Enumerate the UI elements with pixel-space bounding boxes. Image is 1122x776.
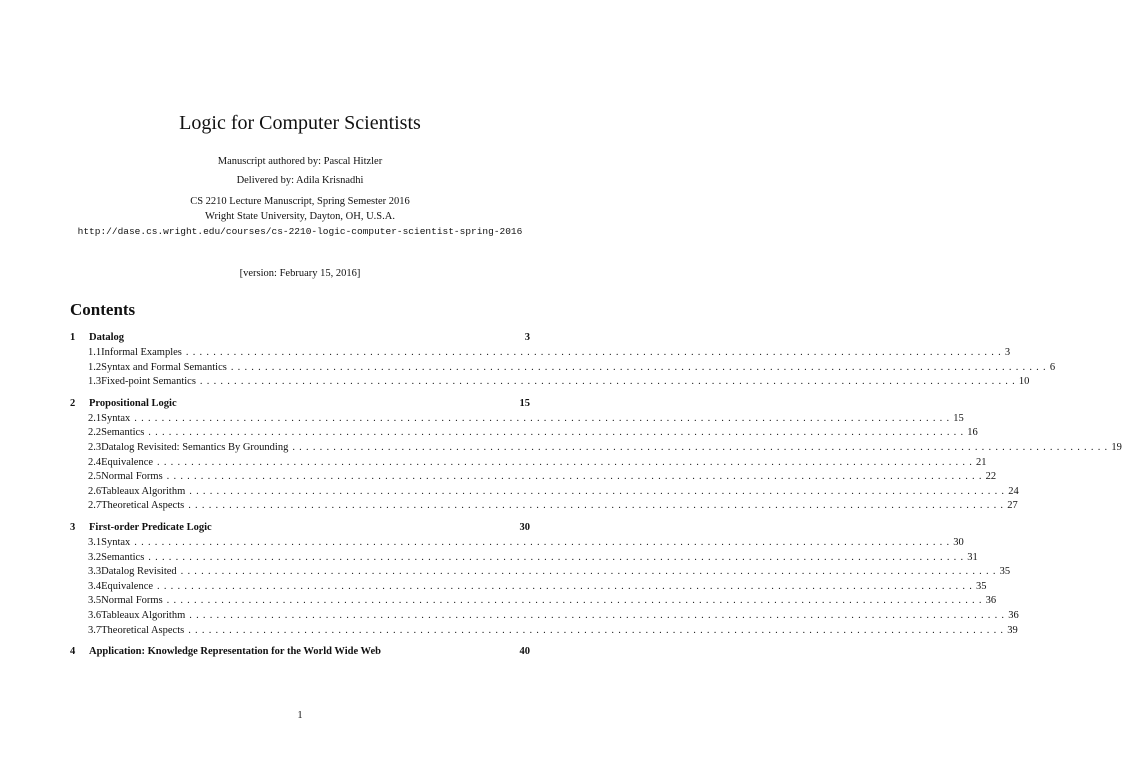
toc-section[interactable] (70, 536, 964, 552)
toc-section[interactable] (70, 580, 987, 596)
dot-leader: ........................................................................................................................ (180, 566, 1000, 578)
section-number: 2.3 (88, 441, 102, 453)
section-title: Tableaux Algorithm (101, 485, 186, 497)
section-title: Theoretical Aspects (101, 500, 185, 512)
toc-section[interactable] (70, 471, 997, 486)
section-title: Syntax and Formal Semantics (101, 361, 227, 373)
section-title: Datalog Revisited: Semantics By Grounding (101, 441, 289, 453)
section-number: 2.7 (88, 500, 102, 512)
section-title: Syntax (101, 536, 131, 548)
section-page: 24 (1008, 485, 1019, 497)
page-number: 1 (297, 710, 303, 721)
chapter-page: 15 (519, 397, 530, 409)
chapter-number: 1 (70, 332, 76, 343)
author-line: Manuscript authored by: Pascal Hitzler (217, 156, 383, 167)
section-number: 3.5 (88, 595, 102, 607)
section-number: 1.1 (88, 347, 102, 358)
section-title: Theoretical Aspects (101, 624, 185, 636)
dot-leader: ........................................................................................................................ (148, 427, 968, 439)
toc-section[interactable] (70, 566, 1011, 581)
toc-section[interactable] (70, 500, 1018, 515)
section-title: Equivalence (101, 580, 154, 592)
dot-leader: ........................................................................................................................ (189, 485, 1009, 497)
toc-section[interactable] (70, 485, 1019, 501)
section-page: 6 (1049, 361, 1056, 373)
section-title: Semantics (101, 551, 145, 563)
course-url[interactable]: http://dase.cs.wright.edu/courses/cs-2210-logic-computer-scientist-spring-2016 (77, 226, 523, 237)
section-number: 3.3 (88, 566, 102, 578)
dot-leader: ........................................................................................................................ (292, 441, 1112, 453)
section-number: 2.6 (88, 485, 102, 497)
chapter-title: Datalog (89, 332, 124, 343)
section-page: 39 (1007, 624, 1018, 636)
dot-leader: ........................................................................................................................ (188, 624, 1008, 636)
section-page: 31 (967, 551, 978, 563)
section-title: Equivalence (101, 456, 154, 468)
section-title: Tableaux Algorithm (101, 609, 186, 621)
document-title: Logic for Computer Scientists (179, 112, 421, 134)
dot-leader: ........................................................................................................................ (134, 412, 954, 424)
dot-leader: ........................................................................................................................ (199, 376, 1019, 388)
section-number: 2.5 (88, 471, 102, 483)
section-page: 3 (1004, 347, 1011, 358)
section-title: Syntax (101, 412, 131, 424)
dot-leader: ........................................................................................................................ (166, 471, 986, 483)
section-number: 2.1 (88, 412, 102, 424)
toc-section[interactable] (70, 624, 1018, 640)
dot-leader: ........................................................................................................................ (189, 609, 1009, 621)
section-number: 2.2 (88, 427, 102, 439)
section-number: 1.3 (88, 376, 102, 388)
toc-section[interactable] (70, 609, 1019, 625)
toc-section[interactable] (70, 456, 987, 472)
dot-leader: ........................................................................................................................ (157, 456, 977, 468)
section-page: 35 (976, 580, 987, 592)
dot-leader: ........................................................................................................................ (148, 551, 968, 563)
toc-section[interactable] (70, 412, 964, 428)
toc-section[interactable] (70, 441, 1122, 457)
toc-section[interactable] (70, 551, 978, 567)
chapter-page: 40 (519, 646, 530, 658)
chapter-title: First-order Predicate Logic (89, 521, 212, 533)
chapter-title: Propositional Logic (89, 397, 177, 409)
section-page: 30 (953, 536, 964, 548)
toc-chapter[interactable] (70, 398, 530, 413)
section-number: 1.2 (88, 361, 102, 373)
dot-leader: ........................................................................................................................ (230, 361, 1050, 373)
section-number: 3.7 (88, 624, 102, 636)
section-title: Normal Forms (101, 471, 163, 483)
dot-leader: ........................................................................................................................ (134, 536, 954, 548)
section-title: Datalog Revisited (101, 566, 177, 578)
dot-leader: ........................................................................................................................ (166, 595, 986, 607)
section-page: 36 (985, 595, 997, 607)
section-page: 35 (999, 566, 1011, 578)
toc-section[interactable] (70, 595, 997, 610)
section-number: 3.4 (88, 580, 102, 592)
section-number: 3.1 (88, 536, 102, 548)
chapter-number: 3 (70, 521, 76, 533)
version-line: [version: February 15, 2016] (239, 268, 361, 279)
section-page: 21 (976, 456, 987, 468)
delivered-line: Delivered by: Adila Krisnadhi (236, 175, 364, 186)
section-page: 27 (1007, 500, 1018, 512)
toc-chapter[interactable] (70, 332, 530, 347)
chapter-title: Application: Knowledge Representation for the World Wide Web (89, 646, 381, 658)
toc-chapter[interactable] (70, 646, 530, 661)
chapter-page: 3 (524, 332, 530, 343)
contents-heading: Contents (70, 300, 136, 319)
toc-section[interactable] (70, 376, 1030, 391)
dot-leader: ........................................................................................................................ (157, 580, 977, 592)
section-page: 10 (1018, 376, 1030, 388)
section-title: Fixed-point Semantics (101, 376, 196, 388)
section-title: Informal Examples (101, 347, 182, 358)
course-line: CS 2210 Lecture Manuscript, Spring Semester 2016 (190, 196, 410, 207)
toc-chapter[interactable] (70, 522, 530, 537)
chapter-number: 2 (70, 397, 76, 409)
chapter-number: 4 (70, 646, 76, 658)
section-number: 3.2 (88, 551, 102, 563)
university-line: Wright State University, Dayton, OH, U.S.A. (205, 211, 395, 222)
section-page: 15 (953, 412, 964, 424)
dot-leader: ........................................................................................................................ (188, 500, 1008, 512)
section-title: Normal Forms (101, 595, 163, 607)
section-page: 22 (985, 471, 997, 483)
section-number: 3.6 (88, 609, 102, 621)
section-page: 36 (1008, 609, 1019, 621)
section-page: 16 (967, 427, 978, 439)
toc-section[interactable] (70, 361, 1056, 377)
table-of-contents (70, 332, 1122, 661)
toc-section[interactable] (70, 427, 978, 442)
section-number: 2.4 (88, 456, 102, 468)
chapter-page: 30 (519, 521, 530, 533)
dot-leader: ........................................................................................................................ (185, 347, 1005, 358)
section-title: Semantics (101, 427, 145, 439)
section-page: 19 (1111, 441, 1122, 453)
toc-section[interactable] (70, 347, 1011, 362)
